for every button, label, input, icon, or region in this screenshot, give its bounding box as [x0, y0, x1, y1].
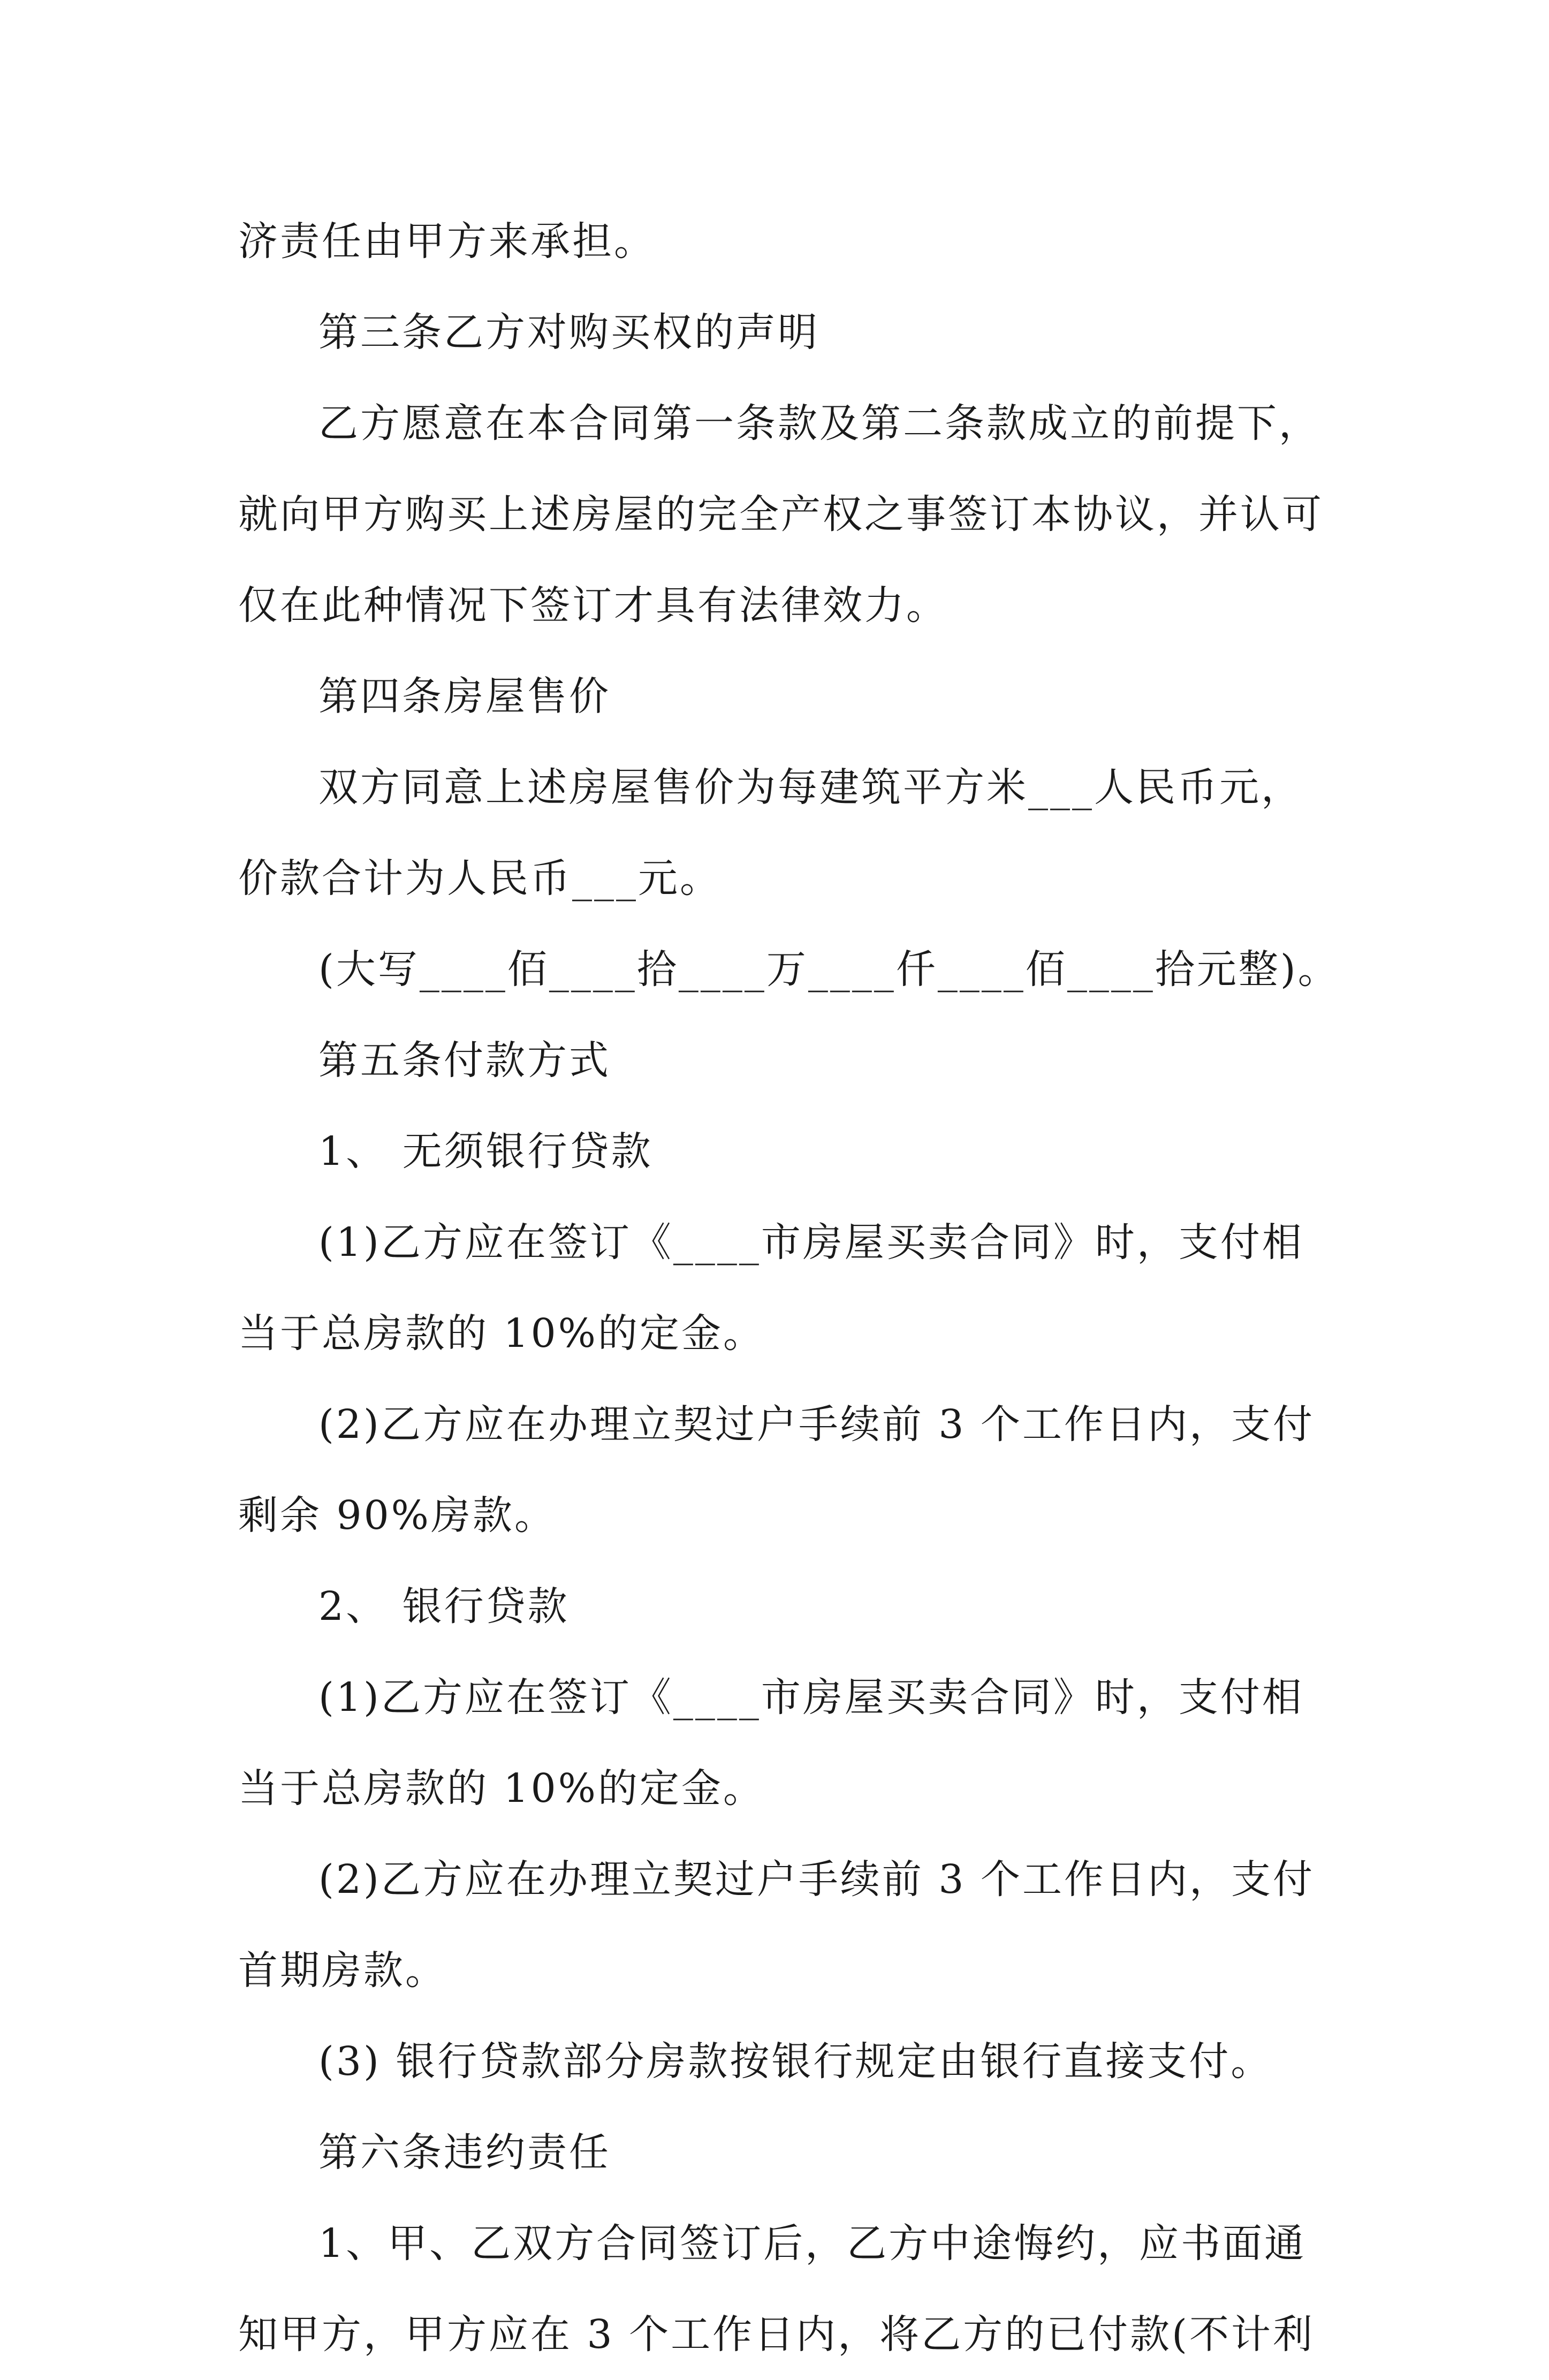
text-line: (1)乙方应在签订《____市房屋买卖合同》时，支付相: [318, 1674, 1304, 1720]
text-line: 济责任由甲方来承担。: [238, 218, 656, 264]
text-line: 仅在此种情况下签订才具有法律效力。: [238, 582, 948, 628]
document-body: [238, 196, 1340, 2380]
text-line: 当于总房款的 10%的定金。: [238, 1765, 765, 1811]
text-line: (3) 银行贷款部分房款按银行规定由银行直接支付。: [318, 2038, 1273, 2085]
text-line: 价款合计为人民币___元。: [238, 855, 722, 901]
list-item: 2、 银行贷款: [318, 1583, 570, 1629]
text-line: (大写____佰____拾____万____仟____佰____拾元整)。: [318, 946, 1340, 992]
section-heading: 第三条乙方对购买权的声明: [318, 309, 819, 355]
text-line: 首期房款。: [238, 1947, 447, 1994]
text-line: (2)乙方应在办理立契过户手续前 3 个工作日内，支付: [318, 1401, 1315, 1447]
text-line: 剩余 90%房款。: [238, 1492, 556, 1538]
section-heading: 第四条房屋售价: [318, 673, 611, 719]
text-line: (1)乙方应在签订《____市房屋买卖合同》时，支付相: [318, 1219, 1304, 1265]
section-heading: 第五条付款方式: [318, 1037, 611, 1083]
text-line: (2)乙方应在办理立契过户手续前 3 个工作日内，支付: [318, 1856, 1315, 1903]
text-line: 双方同意上述房屋售价为每建筑平方米___人民币元，: [318, 764, 1303, 810]
section-heading: 第六条违约责任: [318, 2129, 611, 2176]
text-line: 当于总房款的 10%的定金。: [238, 1310, 765, 1356]
text-line: 1、甲、乙双方合同签订后，乙方中途悔约，应书面通: [318, 2220, 1307, 2267]
text-line: 就向甲方购买上述房屋的完全产权之事签订本协议，并认可: [238, 491, 1324, 537]
text-line: 乙方愿意在本合同第一条款及第二条款成立的前提下，: [318, 400, 1320, 446]
text-line: 知甲方，甲方应在 3 个工作日内，将乙方的已付款(不计利: [238, 2311, 1315, 2358]
list-item: 1、 无须银行贷款: [318, 1128, 653, 1174]
